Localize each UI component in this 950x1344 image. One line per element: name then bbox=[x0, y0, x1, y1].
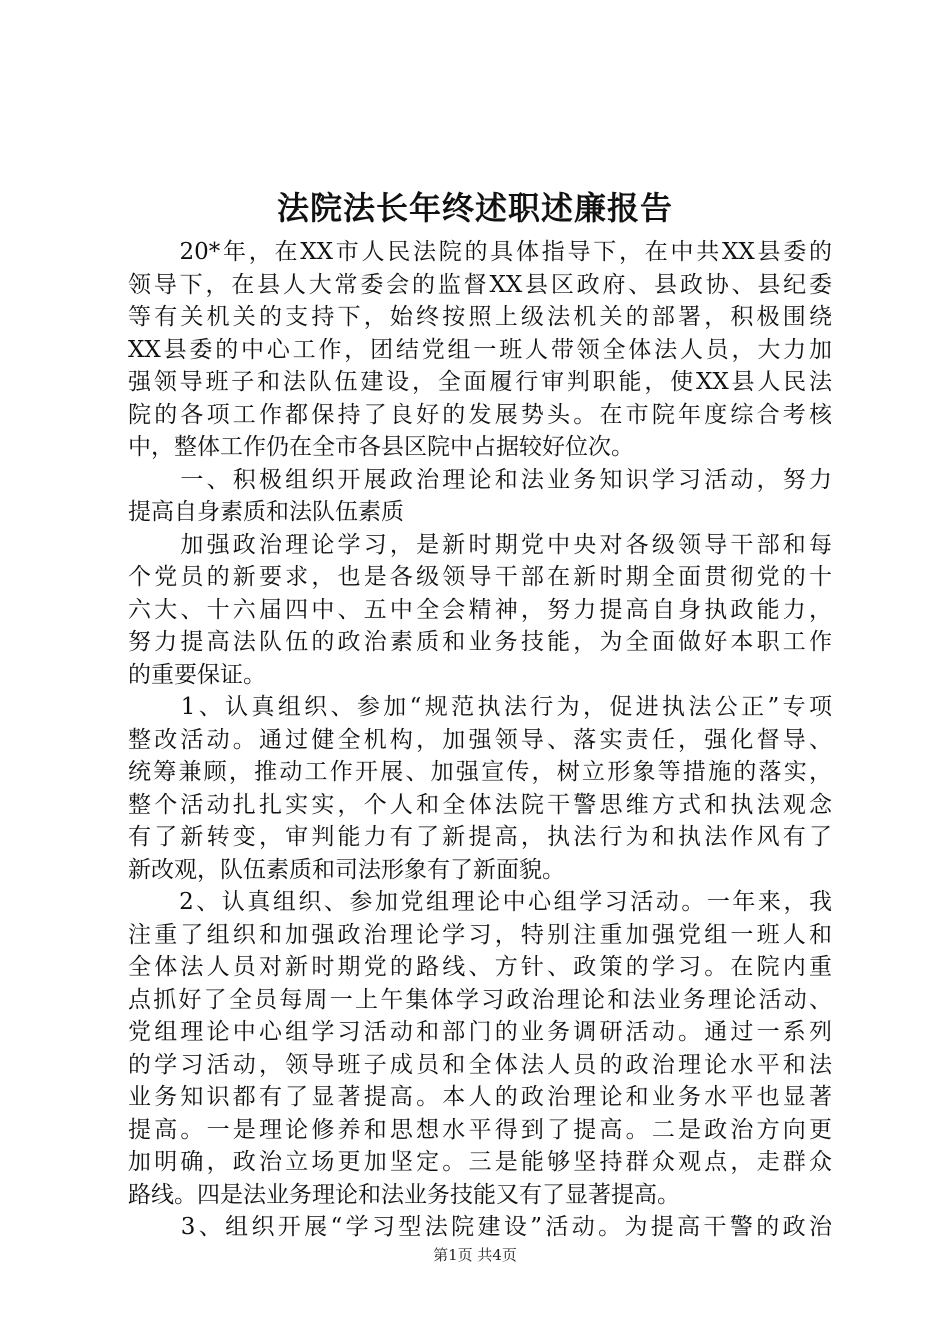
text-line: 1、认真组织、参加“规范执法行为，促进执法公正”专项 bbox=[128, 694, 832, 720]
text-line: 院的各项工作都保持了良好的发展势头。在市院年度综合考核 bbox=[128, 401, 832, 428]
page-number-footer: 第1页 共4页 bbox=[433, 1246, 517, 1264]
text-line: 整个活动扎扎实实，个人和全体法院干警思维方式和执法观念 bbox=[128, 791, 832, 818]
text-line: 整改活动。通过健全机构，加强领导、落实责任，强化督导、 bbox=[128, 726, 832, 753]
text-line: 提高自身素质和法队伍素质 bbox=[128, 499, 404, 525]
text-line: 3、组织开展“学习型法院建设”活动。为提高干警的政治 bbox=[128, 1214, 832, 1240]
text-line: 点抓好了全员每周一上午集体学习政治理论和法业务理论活动、 bbox=[128, 986, 832, 1013]
document-title: 法院法长年终述职述廉报告 bbox=[276, 189, 673, 227]
text-line: 加强政治理论学习，是新时期党中央对各级领导干部和每 bbox=[128, 531, 832, 558]
text-line: 20*年，在XX市人民法院的具体指导下，在中共XX县委的 bbox=[128, 239, 832, 265]
text-line: XX县委的中心工作，团结党组一班人带领全体法人员，大力加 bbox=[128, 336, 832, 363]
text-line: 的学习活动，领导班子成员和全体法人员的政治理论水平和法 bbox=[128, 1051, 832, 1078]
text-line: 注重了组织和加强政治理论学习，特别注重加强党组一班人和 bbox=[128, 921, 832, 948]
text-line: 业务知识都有了显著提高。本人的政治理论和业务水平也显著 bbox=[128, 1084, 832, 1110]
text-line: 的重要保证。 bbox=[128, 661, 266, 688]
text-line: 提高。一是理论修养和思想水平得到了提高。二是政治方向更 bbox=[128, 1116, 832, 1143]
text-line: 中，整体工作仍在全市各县区院中占据较好位次。 bbox=[128, 434, 634, 460]
text-line: 努力提高法队伍的政治素质和业务技能，为全面做好本职工作 bbox=[128, 629, 832, 655]
text-line: 路线。四是法业务理论和法业务技能又有了显著提高。 bbox=[128, 1181, 680, 1208]
text-line: 强领导班子和法队伍建设，全面履行审判职能，使XX县人民法 bbox=[128, 369, 832, 395]
text-line: 新改观，队伍素质和司法形象有了新面貌。 bbox=[128, 856, 565, 883]
text-line: 一、积极组织开展政治理论和法业务知识学习活动，努力 bbox=[128, 466, 832, 493]
text-line: 等有关机关的支持下，始终按照上级法机关的部署，积极围绕 bbox=[128, 304, 832, 330]
document-body bbox=[128, 236, 832, 1244]
text-line: 加明确，政治立场更加坚定。三是能够坚持群众观点，走群众 bbox=[128, 1149, 832, 1175]
text-line: 党组理论中心组学习活动和部门的业务调研活动。通过一系列 bbox=[128, 1019, 832, 1045]
text-line: 领导下，在县人大常委会的监督XX县区政府、县政协、县纪委 bbox=[128, 271, 832, 298]
text-line: 六大、十六届四中、五中全会精神，努力提高自身执政能力， bbox=[128, 596, 832, 623]
text-line: 统筹兼顾，推动工作开展、加强宣传，树立形象等措施的落实， bbox=[128, 759, 832, 785]
text-line: 有了新转变，审判能力有了新提高，执法行为和执法作风有了 bbox=[128, 824, 832, 850]
text-line: 2、认真组织、参加党组理论中心组学习活动。一年来，我 bbox=[128, 889, 832, 915]
text-line: 个党员的新要求，也是各级领导干部在新时期全面贯彻党的十 bbox=[128, 564, 832, 590]
text-line: 全体法人员对新时期党的路线、方针、政策的学习。在院内重 bbox=[128, 954, 832, 980]
